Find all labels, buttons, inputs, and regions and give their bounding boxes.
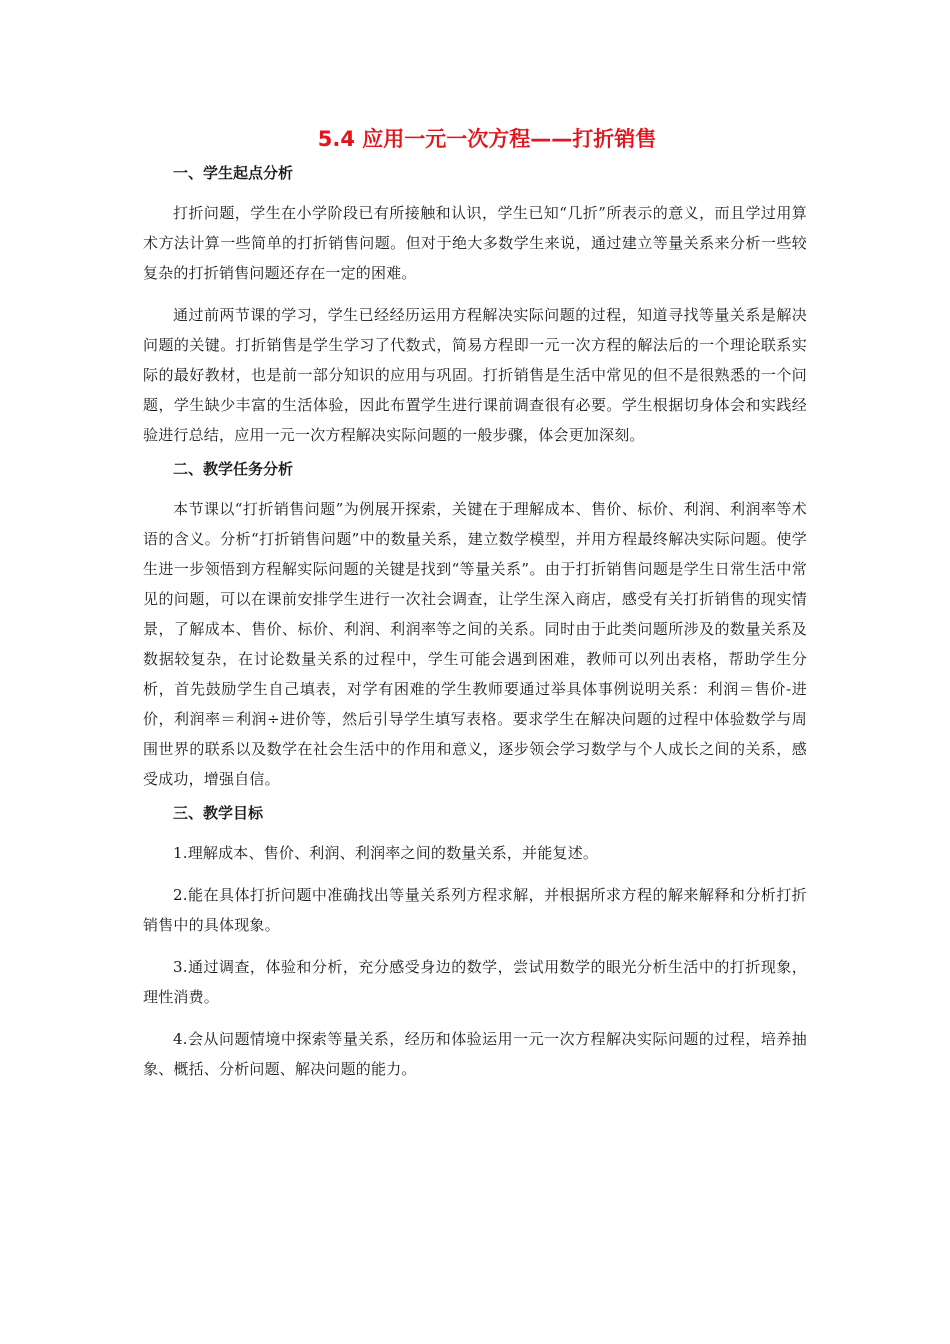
- paragraph: 通过前两节课的学习，学生已经经历运用方程解决实际问题的过程，知道寻找等量关系是解决问题的关键。打折销售是学生学习了代数式，简易方程即一元一次方程的解法后的一个理论联系实际的最好教材，也是前一部分知识的应用与巩固。打折销售是生活中常见的但不是很熟悉的一个问题，学生缺少丰富的生活体验，因此布置学生进行课前调查很有必要。学生根据切身体会和实践经验进行总结，应用一元一次方程解决实际问题的一般步骤，体会更加深刻。: [143, 306, 807, 444]
- section-heading: 一、学生起点分析: [173, 164, 294, 182]
- paragraph: 打折问题，学生在小学阶段已有所接触和认识，学生已知“几折”所表示的意义，而且学过用算术方法计算一些简单的打折销售问题。但对于绝大多数学生来说，通过建立等量关系来分析一些较复杂的打折销售问题还存在一定的困难。: [143, 204, 807, 282]
- goal-item: 1.理解成本、售价、利润、利润率之间的数量关系，并能复述。: [173, 844, 599, 862]
- goal-item: 3.通过调查，体验和分析，充分感受身边的数学，尝试用数学的眼光分析生活中的打折现象，理性消费。: [143, 958, 807, 1006]
- section-student-analysis: [143, 162, 807, 450]
- paragraph: 本节课以“打折销售问题”为例展开探索，关键在于理解成本、售价、标价、利润、利润率等术语的含义。分析“打折销售问题”中的数量关系，建立数学模型，并用方程最终解决实际问题。使学生进一步领悟到方程解实际问题的关键是找到“等量关系”。由于打折销售问题是学生日常生活中常见的问题，可以在课前安排学生进行一次社会调查，让学生深入商店，感受有关打折销售的现实情景，了解成本、售价、标价、利润、利润率等之间的关系。同时由于此类问题所涉及的数量关系及数据较复杂，在讨论数量关系的过程中，学生可能会遇到困难，教师可以列出表格，帮助学生分析，首先鼓励学生自己填表，对学有困难的学生教师要通过举具体事例说明关系：利润＝售价-进价，利润率＝利润÷进价等，然后引导学生填写表格。要求学生在解决问题的过程中体验数学与周围世界的联系以及数学在社会生活中的作用和意义，逐步领会学习数学与个人成长之间的关系，感受成功，增强自信。: [143, 500, 807, 788]
- section-task-analysis: [143, 458, 807, 794]
- page-title: 5.4 应用一元一次方程——打折销售: [317, 127, 657, 151]
- goal-item: 4.会从问题情境中探索等量关系，经历和体验运用一元一次方程解决实际问题的过程，培养抽象、概括、分析问题、解决问题的能力。: [143, 1030, 807, 1078]
- section-heading: 二、教学任务分析: [173, 460, 294, 478]
- section-teaching-goals: [143, 802, 807, 1084]
- section-heading: 三、教学目标: [173, 804, 264, 822]
- goal-item: 2.能在具体打折问题中准确找出等量关系列方程求解，并根据所求方程的解来解释和分析打折销售中的具体现象。: [143, 886, 807, 934]
- document-content: [143, 124, 807, 1096]
